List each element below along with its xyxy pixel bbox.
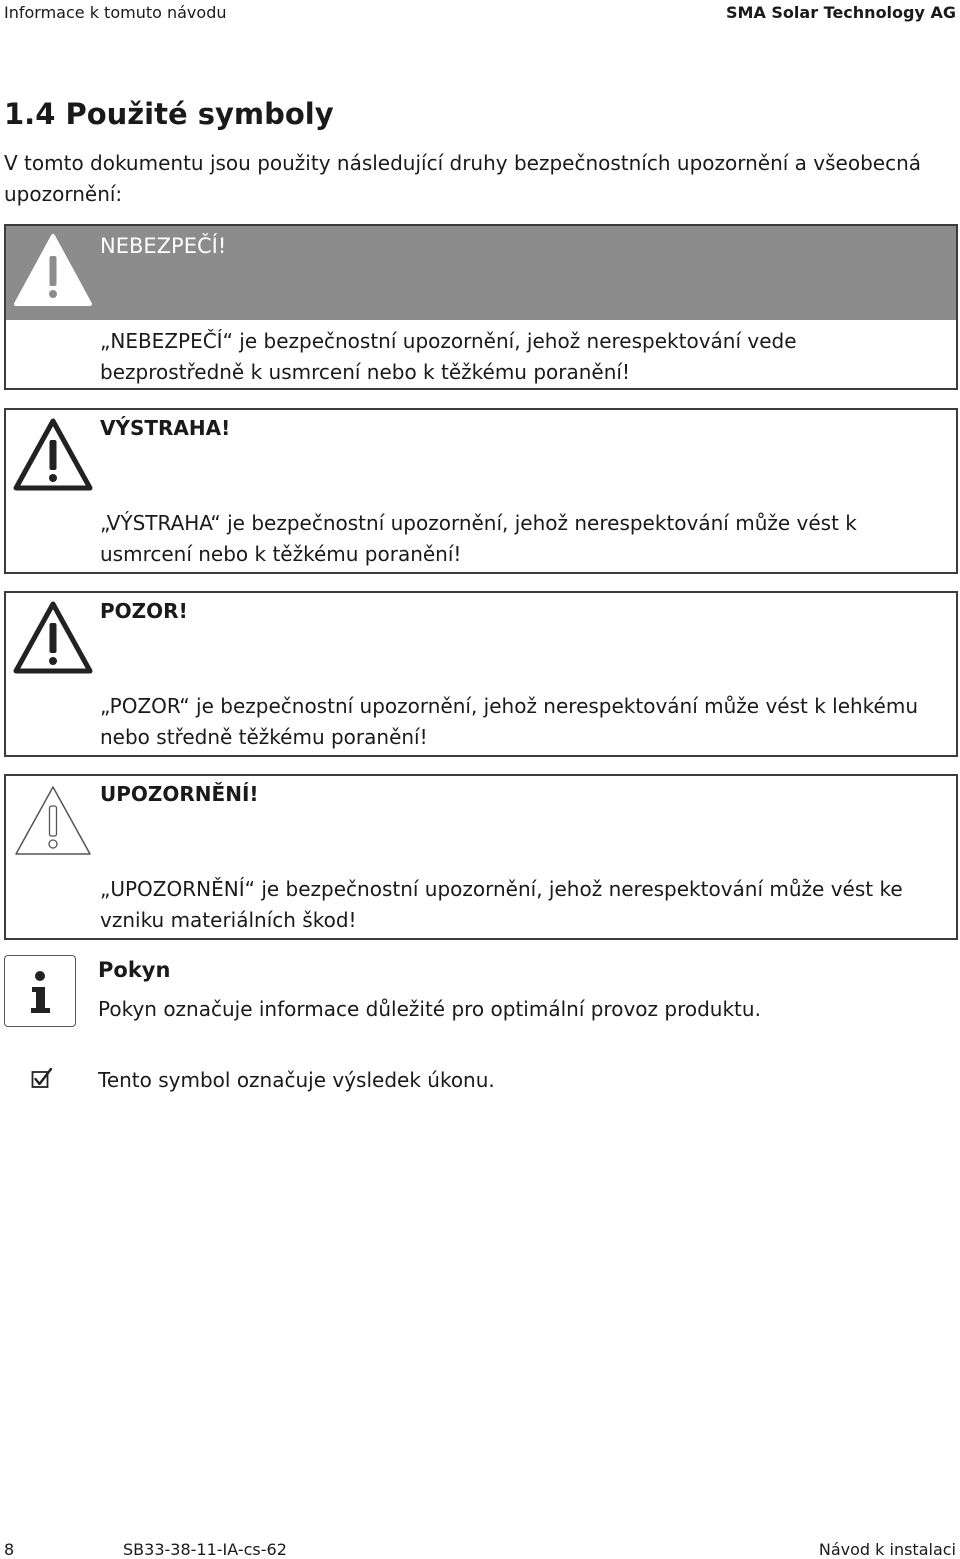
warning-triangle-outline-icon <box>12 782 94 858</box>
footer-document-title: Návod k instalaci <box>818 1540 956 1559</box>
footer-page-number: 8 <box>4 1540 15 1559</box>
header-company: SMA Solar Technology AG <box>726 3 956 22</box>
danger-label: NEBEZPEČÍ! <box>100 234 227 258</box>
result-text: Tento symbol označuje výsledek úkonu. <box>98 1068 495 1092</box>
notice-caution <box>4 591 958 757</box>
checkbox-check-icon <box>31 1067 53 1089</box>
section-title: 1.4 Použité symboly <box>4 97 334 131</box>
note-text: Pokyn označuje informace důležité pro optimální provoz produktu. <box>98 997 761 1021</box>
warning-text: „VÝSTRAHA“ je bezpečnostní upozornění, jehož nerespektování může vést k usmrcení nebo k těžkému poranění! <box>100 511 857 566</box>
caution-label: POZOR! <box>100 599 188 623</box>
notice-warning <box>4 408 958 574</box>
notice-danger <box>4 224 958 390</box>
notice-text: „UPOZORNĚNÍ“ je bezpečnostní upozornění, jehož nerespektování může vést ke vzniku materiálních škod! <box>100 877 903 932</box>
intro-paragraph: V tomto dokumentu jsou použity následující druhy bezpečnostních upozornění a všeobecná upozornění: <box>4 151 922 206</box>
notice-notice <box>4 774 958 940</box>
notice-label: UPOZORNĚNÍ! <box>100 782 259 806</box>
note-title: Pokyn <box>98 958 171 982</box>
warning-triangle-icon <box>12 416 94 492</box>
danger-text: „NEBEZPEČÍ“ je bezpečnostní upozornění, jehož nerespektování vede bezprostředně k usmrcení nebo k těžkému poranění! <box>100 329 797 384</box>
warning-triangle-filled-icon <box>12 232 94 308</box>
info-icon <box>4 955 76 1027</box>
caution-text: „POZOR“ je bezpečnostní upozornění, jehož nerespektování může vést k lehkému nebo středně těžkému poranění! <box>100 694 919 749</box>
warning-label: VÝSTRAHA! <box>100 416 231 440</box>
header-section-name: Informace k tomuto návodu <box>4 3 227 22</box>
footer-document-code: SB33-38-11-IA-cs-62 <box>123 1540 287 1559</box>
warning-triangle-icon <box>12 599 94 675</box>
